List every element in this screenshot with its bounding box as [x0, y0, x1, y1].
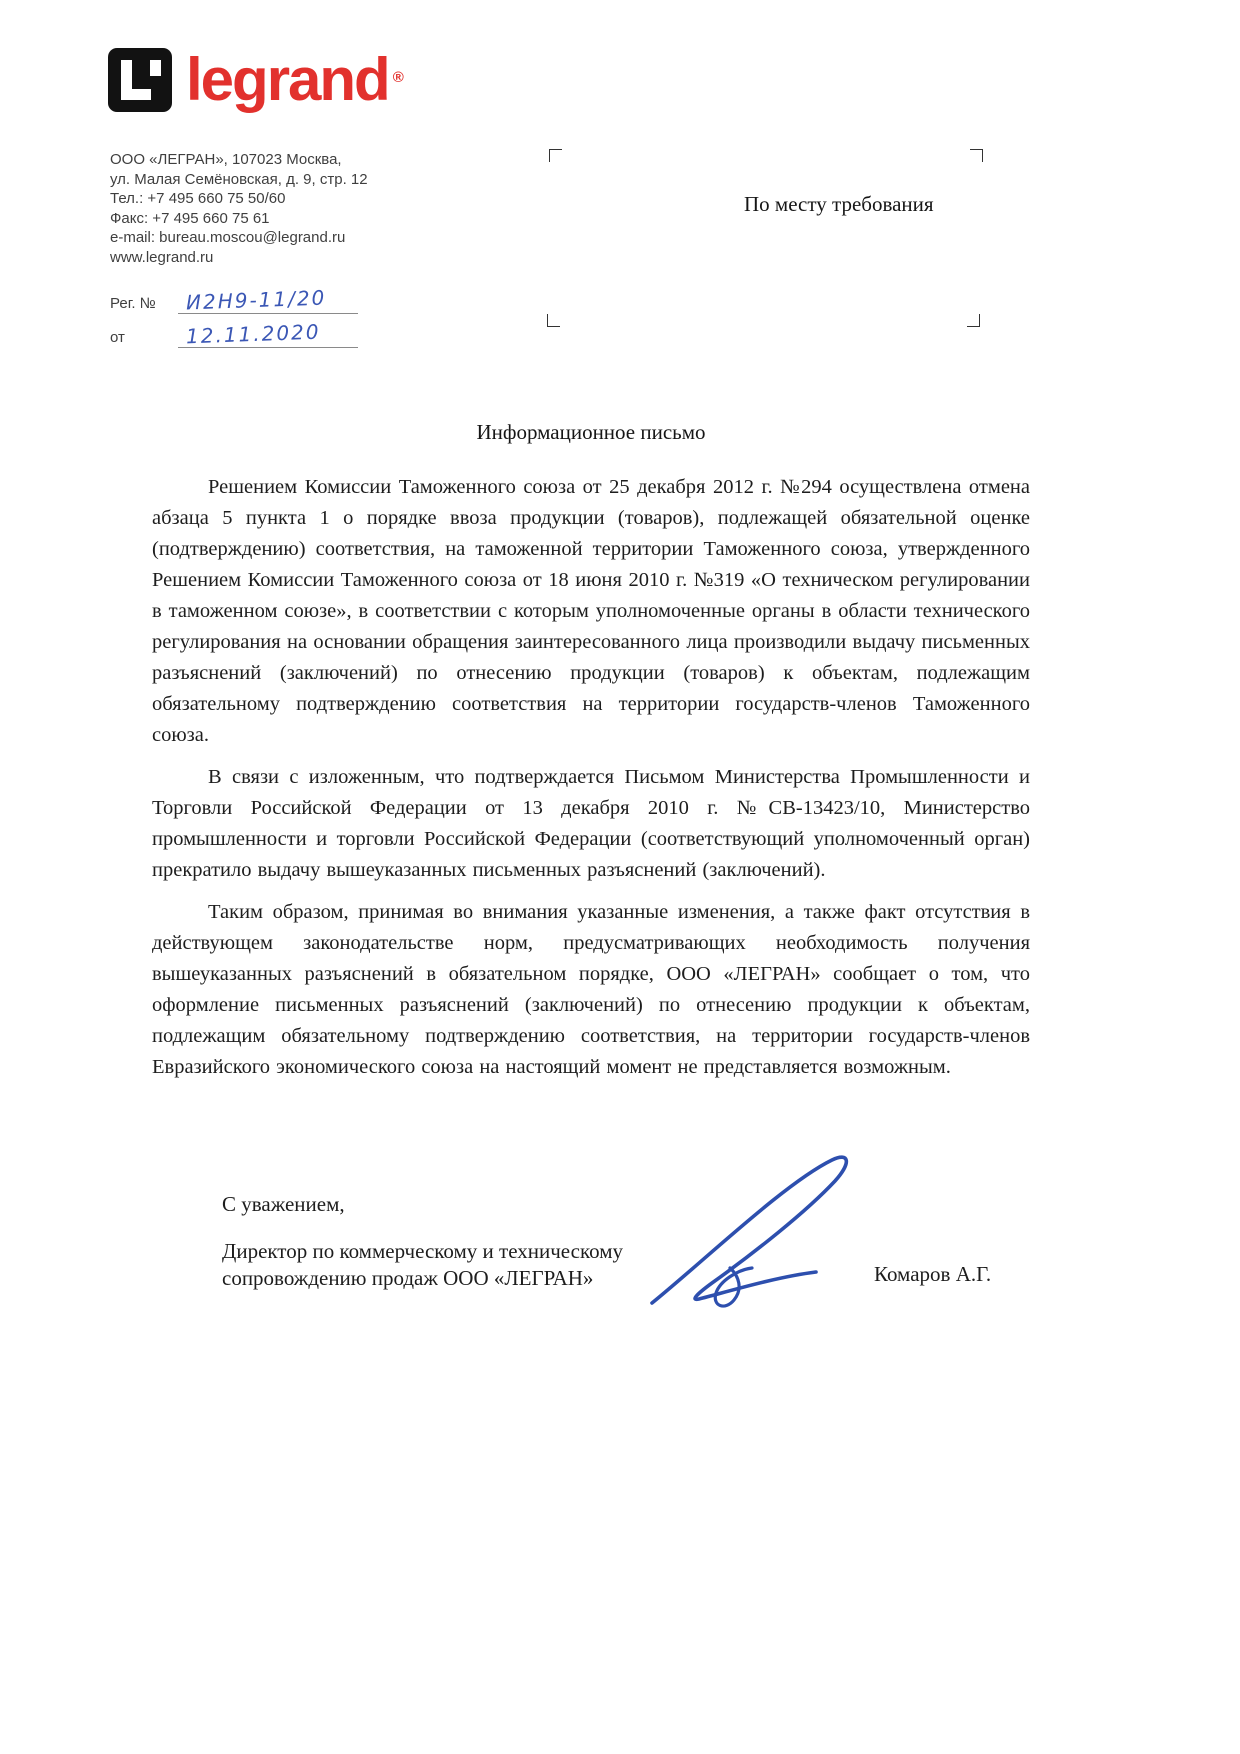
sender-contact-block	[110, 150, 368, 267]
registered-trademark-symbol: ®	[392, 69, 404, 86]
reg-number-label: Рег. №	[110, 295, 156, 312]
signature-image	[630, 1145, 900, 1320]
reg-date-row	[110, 319, 358, 349]
logo-brand-text: legrand	[186, 46, 389, 113]
address-window-corner-top-left	[549, 149, 562, 162]
paragraph-2: В связи с изложенным, что подтверждается Письмом Министерства Промышленности и Торговли Российской Федерации от 13 декабря 2010 г. №СВ-13423/10, Министерство промышленности и торговли Российской Федерации (соответствующий уполномоченный орган) прекратило выдачу вышеуказанных письменных разъяснений (заключений).	[152, 766, 1030, 881]
reg-date-label: от	[110, 329, 125, 346]
sender-line-fax: Факс: +7 495 660 75 61	[110, 209, 270, 227]
sender-line-phone: Тел.: +7 495 660 75 50/60	[110, 190, 286, 207]
signature-ink	[630, 1145, 900, 1320]
registration-block	[110, 285, 358, 356]
logo-apostrophe	[150, 60, 161, 76]
letter-title: Информационное письмо	[476, 420, 706, 444]
reg-date-line	[178, 319, 358, 349]
address-window-corner-bottom-left	[547, 314, 560, 327]
reg-number-handwritten: И2Н9-11/20	[185, 285, 327, 315]
reg-number-row	[110, 285, 358, 315]
logo-wordmark	[186, 46, 404, 113]
sender-line-website: www.legrand.ru	[110, 248, 214, 266]
recipient-text: По месту требования	[744, 192, 934, 216]
reg-number-line	[178, 285, 358, 315]
address-window-corner-top-right	[970, 149, 983, 162]
signer-name: Комаров А.Г.	[874, 1262, 992, 1286]
legrand-logo	[108, 46, 404, 113]
paragraph-1: Решением Комиссии Таможенного союза от 25 декабря 2012 г. №294 осуществлена отмена абзаца 5 пункта 1 о порядке ввоза продукции (товаров), подлежащей обязательной оценке (подтверждению) соответствия, на таможенной территории Таможенного союза, утвержденного Решением Комиссии Таможенного союза от 18 июня 2010 г. №319 «О техническом регулировании в таможенном союзе», в соответствии с которым уполномоченные органы в области технического регулирования на основании обращения заинтересованного лица производили выдачу письменных разъяснений (заключений) по отнесению продукции (товаров) к объектам, подлежащим обязательному подтверждению соответствия на территории государств-членов Таможенного союза.	[152, 476, 1030, 746]
sender-line-email: e-mail: bureau.moscou@legrand.ru	[110, 229, 346, 246]
sender-line-company: ООО «ЛЕГРАН», 107023 Москва,	[110, 151, 342, 168]
signer-title: Директор по коммерческому и техническому сопровождению продаж ООО «ЛЕГРАН»	[222, 1239, 623, 1290]
closing-salutation: С уважением,	[222, 1192, 345, 1216]
legrand-logo-icon	[108, 48, 172, 112]
reg-date-handwritten: 12.11.2020	[185, 319, 321, 349]
address-window-corner-bottom-right	[967, 314, 980, 327]
letter-body	[152, 472, 1030, 1094]
sender-line-address: ул. Малая Семёновская, д. 9, стр. 12	[110, 170, 368, 188]
paragraph-3: Таким образом, принимая во внимания указанные изменения, а также факт отсутствия в действующем законодательстве норм, предусматривающих необходимость получения вышеуказанных разъяснений в обязательном порядке, ООО «ЛЕГРАН» сообщает о том, что оформление письменных разъяснений (заключений) по отнесению продукции к объектам, подлежащим обязательному подтверждению соответствия, на территории государств-членов Евразийского экономического союза на настоящий момент не представляется возможным.	[152, 901, 1030, 1078]
logo-l-shape	[121, 60, 151, 100]
